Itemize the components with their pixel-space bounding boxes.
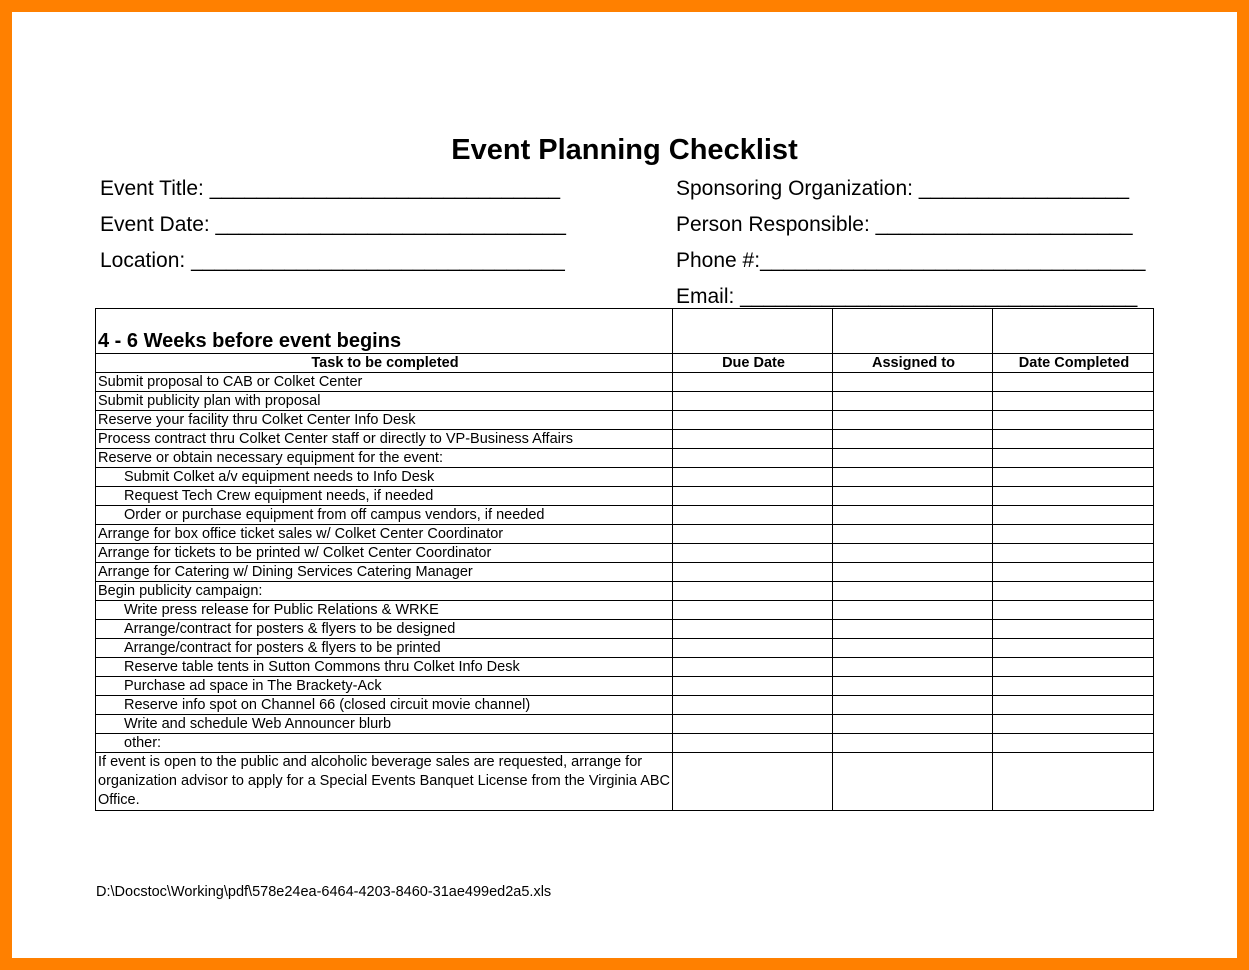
- assigned-to-cell[interactable]: [833, 677, 993, 696]
- date-completed-cell[interactable]: [993, 487, 1154, 506]
- table-row: [96, 487, 1154, 506]
- due-date-cell[interactable]: [673, 715, 833, 734]
- date-completed-cell[interactable]: [993, 696, 1154, 715]
- header-row: [96, 354, 1154, 373]
- table-row: [96, 734, 1154, 753]
- event-date-field[interactable]: Event Date: ______________________________: [100, 213, 566, 236]
- due-date-cell[interactable]: [673, 620, 833, 639]
- table-row: [96, 430, 1154, 449]
- assigned-to-cell[interactable]: [833, 601, 993, 620]
- section-title: 4 - 6 Weeks before event begins: [96, 309, 673, 354]
- assigned-to-cell[interactable]: [833, 506, 993, 525]
- location-field[interactable]: Location: ________________________________: [100, 249, 565, 272]
- sponsoring-organization-field[interactable]: Sponsoring Organization: __________________: [676, 177, 1130, 200]
- page-title: Event Planning Checklist: [451, 134, 798, 166]
- table-row: [96, 601, 1154, 620]
- table-row: [96, 582, 1154, 601]
- date-completed-cell[interactable]: [993, 373, 1154, 392]
- table-row: [96, 563, 1154, 582]
- assigned-to-cell[interactable]: [833, 449, 993, 468]
- date-completed-cell[interactable]: [993, 506, 1154, 525]
- due-date-cell[interactable]: [673, 392, 833, 411]
- assigned-to-cell[interactable]: [833, 563, 993, 582]
- document-page: [12, 12, 1237, 958]
- phone-field[interactable]: Phone #:_________________________________: [676, 249, 1146, 272]
- table-row: [96, 620, 1154, 639]
- table-row-final: [96, 753, 1154, 811]
- task-cell: Request Tech Crew equipment needs, if needed: [96, 487, 673, 506]
- assigned-to-cell[interactable]: [833, 658, 993, 677]
- assigned-to-cell[interactable]: [833, 639, 993, 658]
- due-date-cell[interactable]: [673, 487, 833, 506]
- table-row: [96, 506, 1154, 525]
- task-cell: Reserve or obtain necessary equipment for the event:: [96, 449, 673, 468]
- assigned-to-cell[interactable]: [833, 544, 993, 563]
- date-completed-cell[interactable]: [993, 468, 1154, 487]
- table-row: [96, 525, 1154, 544]
- date-completed-cell[interactable]: [993, 639, 1154, 658]
- table-row: [96, 468, 1154, 487]
- due-date-cell[interactable]: [673, 411, 833, 430]
- section-row: [96, 309, 1154, 354]
- assigned-to-cell[interactable]: [833, 620, 993, 639]
- section-cell: [833, 309, 993, 354]
- due-date-cell[interactable]: [673, 468, 833, 487]
- table-row: [96, 449, 1154, 468]
- date-completed-cell[interactable]: [993, 392, 1154, 411]
- assigned-to-cell[interactable]: [833, 373, 993, 392]
- assigned-to-cell[interactable]: [833, 411, 993, 430]
- task-cell: Arrange for Catering w/ Dining Services Catering Manager: [96, 563, 673, 582]
- table-row: [96, 658, 1154, 677]
- due-date-cell[interactable]: [673, 753, 833, 811]
- table-row: [96, 411, 1154, 430]
- table-row: [96, 677, 1154, 696]
- date-completed-cell[interactable]: [993, 658, 1154, 677]
- table-row: [96, 392, 1154, 411]
- due-date-cell[interactable]: [673, 734, 833, 753]
- section-cell: [993, 309, 1154, 354]
- task-cell: other:: [96, 734, 673, 753]
- date-completed-cell[interactable]: [993, 753, 1154, 811]
- due-date-cell[interactable]: [673, 677, 833, 696]
- due-date-cell[interactable]: [673, 506, 833, 525]
- header-assigned-to: Assigned to: [833, 354, 993, 373]
- date-completed-cell[interactable]: [993, 525, 1154, 544]
- date-completed-cell[interactable]: [993, 715, 1154, 734]
- due-date-cell[interactable]: [673, 525, 833, 544]
- task-cell: Reserve table tents in Sutton Commons thru Colket Info Desk: [96, 658, 673, 677]
- date-completed-cell[interactable]: [993, 582, 1154, 601]
- due-date-cell[interactable]: [673, 449, 833, 468]
- header-task: Task to be completed: [96, 354, 673, 373]
- assigned-to-cell[interactable]: [833, 487, 993, 506]
- task-cell: Submit Colket a/v equipment needs to Info Desk: [96, 468, 673, 487]
- date-completed-cell[interactable]: [993, 430, 1154, 449]
- date-completed-cell[interactable]: [993, 677, 1154, 696]
- task-cell: Arrange/contract for posters & flyers to be designed: [96, 620, 673, 639]
- table-row: [96, 715, 1154, 734]
- task-cell: Write press release for Public Relations & WRKE: [96, 601, 673, 620]
- due-date-cell[interactable]: [673, 582, 833, 601]
- assigned-to-cell[interactable]: [833, 734, 993, 753]
- date-completed-cell[interactable]: [993, 601, 1154, 620]
- section-cell: [673, 309, 833, 354]
- task-cell: Begin publicity campaign:: [96, 582, 673, 601]
- date-completed-cell[interactable]: [993, 411, 1154, 430]
- assigned-to-cell[interactable]: [833, 430, 993, 449]
- assigned-to-cell[interactable]: [833, 696, 993, 715]
- task-cell: Arrange for tickets to be printed w/ Colket Center Coordinator: [96, 544, 673, 563]
- assigned-to-cell[interactable]: [833, 753, 993, 811]
- checklist-table: [95, 308, 1154, 811]
- email-field[interactable]: Email: __________________________________: [676, 285, 1138, 308]
- table-row: [96, 639, 1154, 658]
- date-completed-cell[interactable]: [993, 734, 1154, 753]
- due-date-cell[interactable]: [673, 430, 833, 449]
- table-row: [96, 696, 1154, 715]
- assigned-to-cell[interactable]: [833, 715, 993, 734]
- due-date-cell[interactable]: [673, 563, 833, 582]
- task-cell: Write and schedule Web Announcer blurb: [96, 715, 673, 734]
- due-date-cell[interactable]: [673, 544, 833, 563]
- due-date-cell[interactable]: [673, 373, 833, 392]
- task-cell: Reserve info spot on Channel 66 (closed circuit movie channel): [96, 696, 673, 715]
- task-cell: Reserve your facility thru Colket Center Info Desk: [96, 411, 673, 430]
- task-cell: Order or purchase equipment from off campus vendors, if needed: [96, 506, 673, 525]
- event-title-field[interactable]: Event Title: ______________________________: [100, 177, 561, 200]
- date-completed-cell[interactable]: [993, 563, 1154, 582]
- task-cell: Arrange/contract for posters & flyers to be printed: [96, 639, 673, 658]
- task-cell: Submit proposal to CAB or Colket Center: [96, 373, 673, 392]
- table-row: [96, 544, 1154, 563]
- task-cell: Arrange for box office ticket sales w/ Colket Center Coordinator: [96, 525, 673, 544]
- table-row: [96, 373, 1154, 392]
- assigned-to-cell[interactable]: [833, 582, 993, 601]
- task-cell: Process contract thru Colket Center staff or directly to VP-Business Affairs: [96, 430, 673, 449]
- date-completed-cell[interactable]: [993, 544, 1154, 563]
- due-date-cell[interactable]: [673, 658, 833, 677]
- date-completed-cell[interactable]: [993, 449, 1154, 468]
- due-date-cell[interactable]: [673, 601, 833, 620]
- assigned-to-cell[interactable]: [833, 392, 993, 411]
- task-cell: Submit publicity plan with proposal: [96, 392, 673, 411]
- header-date-completed: Date Completed: [993, 354, 1154, 373]
- assigned-to-cell[interactable]: [833, 525, 993, 544]
- date-completed-cell[interactable]: [993, 620, 1154, 639]
- assigned-to-cell[interactable]: [833, 468, 993, 487]
- person-responsible-field[interactable]: Person Responsible: ______________________: [676, 213, 1133, 236]
- task-cell-final: If event is open to the public and alcoholic beverage sales are requested, arrange for organization advisor to apply for a Special Events Banquet License from the Virginia ABC Office.: [96, 753, 673, 811]
- task-cell: Purchase ad space in The Brackety-Ack: [96, 677, 673, 696]
- header-due-date: Due Date: [673, 354, 833, 373]
- due-date-cell[interactable]: [673, 639, 833, 658]
- due-date-cell[interactable]: [673, 696, 833, 715]
- file-path-footer: D:\Docstoc\Working\pdf\578e24ea-6464-4203-8460-31ae499ed2a5.xls: [96, 884, 552, 900]
